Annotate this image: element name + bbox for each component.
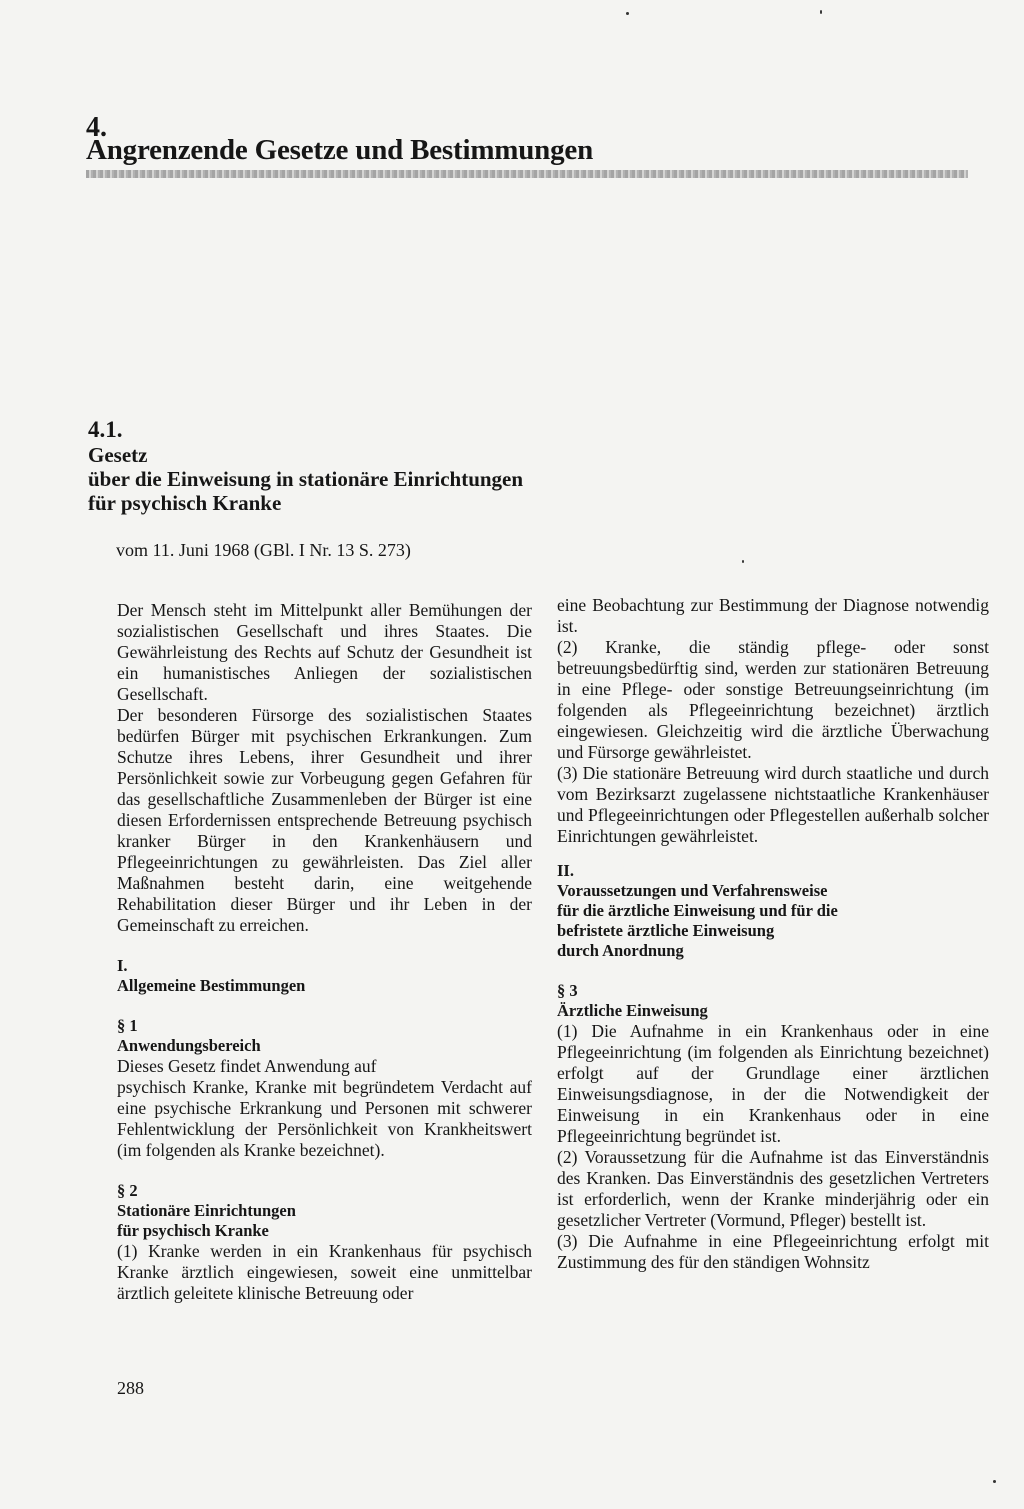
- paragraph-text: eine Beobachtung zur Bestimmung der Diagnose notwendig ist.: [557, 595, 989, 636]
- scan-speck: [742, 560, 744, 563]
- right-column: [557, 595, 989, 1273]
- part-number: I.: [117, 956, 128, 975]
- scan-speck: [626, 12, 629, 15]
- paragraph-text: (1) Kranke werden in ein Krankenhaus für psychisch Kranke ärztlich eingewiesen, soweit eine unmittelbar ärztlich geleitete klinische Betreuung oder: [117, 1241, 532, 1303]
- paragraph-title: für psychisch Kranke: [117, 1221, 269, 1240]
- paragraph-number: § 1: [117, 1016, 138, 1035]
- section-number: 4.1.: [88, 417, 123, 442]
- paragraph-title: Stationäre Einrichtungen: [117, 1201, 296, 1220]
- section-date: vom 11. Juni 1968 (GBl. I Nr. 13 S. 273): [116, 540, 411, 560]
- paragraph-number: § 3: [557, 981, 578, 1000]
- paragraph-text: Dieses Gesetz findet Anwendung auf: [117, 1056, 377, 1076]
- paragraph-title: Ärztliche Einweisung: [557, 1001, 708, 1020]
- part-title-line: für die ärztliche Einweisung und für die: [557, 901, 838, 920]
- chapter-rule: [86, 170, 968, 178]
- scan-speck: [993, 1480, 996, 1483]
- paragraph-text: (2) Kranke, die ständig pflege- oder sonst betreuungsbedürftig sind, werden zur stationären Betreuung in eine Pflege- oder sonstige Betreuungseinrichtung (im folgenden als Pflegeeinrichtung bezeichnet) ärztlich eingewiesen. Gleichzeitig wird die ärztliche Überwachung und Fürsorge gewährleistet.: [557, 637, 989, 762]
- part-title-line: befristete ärztliche Einweisung: [557, 921, 775, 940]
- part-number: II.: [557, 861, 574, 880]
- paragraph-text: psychisch Kranke, Kranke mit begründetem Verdacht auf eine psychische Erkrankung und Personen mit schwerer Fehlentwicklung der Persönlichkeit von Krankheitswert (im folgenden als Kranke bezeichnet).: [117, 1077, 532, 1160]
- scan-speck: [820, 10, 822, 14]
- paragraph-text: (2) Voraussetzung für die Aufnahme ist das Einverständnis des Kranken. Das Einverständnis des gesetzlichen Vertreters ist erforderlich, wenn der Kranke minderjährig oder ein gesetzlicher Vertreter (Vormund, Pfleger) bestellt ist.: [557, 1147, 989, 1230]
- section-title-line: über die Einweisung in stationäre Einrichtungen: [88, 467, 524, 491]
- section-title: [88, 443, 523, 515]
- paragraph-text: (1) Die Aufnahme in ein Krankenhaus oder in eine Pflegeeinrichtung (im folgenden als Einrichtung bezeichnet) erfolgt auf der Grundlage einer ärztlichen Einweisungsdiagnose, in der die Notwendigkeit der Einweisung in ein Krankenhaus oder in eine Pflegeeinrichtung begründet ist.: [557, 1021, 989, 1146]
- preamble-paragraph: Der Mensch steht im Mittelpunkt aller Bemühungen der sozialistischen Gesellschaft und ihres Staates. Die Gewährleistung des Rechts auf Schutz der Gesundheit ist ein humanistisches Anliegen der sozialistischen Gesellschaft.: [117, 600, 532, 704]
- paragraph-title: Anwendungsbereich: [117, 1036, 261, 1055]
- part-title-line: Voraussetzungen und Verfahrensweise: [557, 881, 828, 900]
- section-title-line: Gesetz: [88, 443, 148, 467]
- page-number: 288: [117, 1378, 144, 1398]
- paragraph-text: (3) Die stationäre Betreuung wird durch staatliche und durch vom Bezirksarzt zugelassene nichtstaatliche Krankenhäuser und Pflegeeinrichtungen oder Pflegestellen außerhalb solcher Einrichtungen gewährleistet.: [557, 763, 989, 846]
- preamble-paragraph: Der besonderen Fürsorge des sozialistischen Staates bedürfen Bürger mit psychischen Erkrankungen. Zum Schutze ihres Lebens, ihrer Gesundheit und ihrer Persönlichkeit sowie zur Vorbeugung gegen Gefahren für das gesellschaftliche Zusammenleben der Bürger ist eine diesen Erfordernissen entsprechende Betreuung psychisch kranker Bürger in den Krankenhäusern und Pflegeeinrichtungen zu gewährleisten. Das Ziel aller Maßnahmen besteht darin, eine weitgehende Rehabilitation dieser Bürger und ihr Leben in der Gemeinschaft zu erreichen.: [117, 705, 532, 935]
- paragraph-number: § 2: [117, 1181, 138, 1200]
- left-column: [117, 600, 532, 1304]
- paragraph-text: (3) Die Aufnahme in eine Pflegeeinrichtung erfolgt mit Zustimmung des für den ständigen Wohnsitz: [557, 1231, 989, 1272]
- part-title-line: durch Anordnung: [557, 941, 684, 960]
- section-title-line: für psychisch Kranke: [88, 491, 282, 515]
- part-title: Allgemeine Bestimmungen: [117, 976, 306, 995]
- chapter-title: Angrenzende Gesetze und Bestimmungen: [86, 134, 593, 166]
- chapter-number: 4.: [86, 112, 107, 143]
